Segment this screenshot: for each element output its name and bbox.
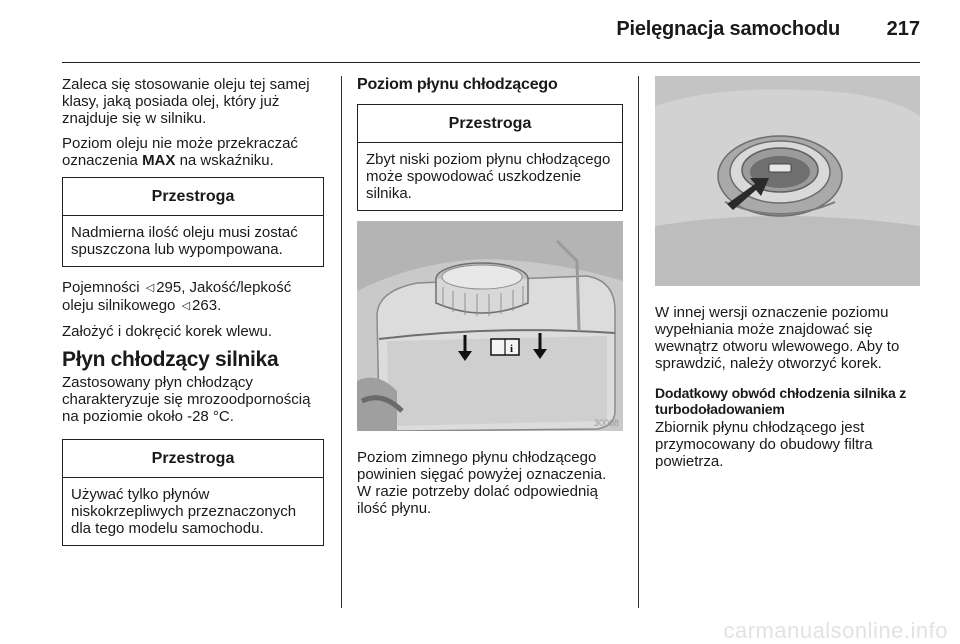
- watermark-text: carmanualsonline.info: [723, 618, 948, 643]
- column-divider: [638, 76, 639, 608]
- svg-text:i: i: [510, 343, 514, 355]
- oil-quality-link[interactable]: 295, Jakość/lepkość oleju silnikowego: [62, 279, 292, 314]
- warning-text: Używać tylko płynów niskokrzepliwych przeznaczonych dla tego modelu samochodu.: [71, 486, 297, 537]
- warning-box-coolant: [357, 104, 623, 211]
- page-number: 217: [886, 18, 920, 40]
- turbo-cooling-paragraph: Zbiornik płynu chłodzącego jest przymocowany do obudowy filtra powietrza.: [655, 419, 873, 470]
- coolant-level-heading: Poziom płynu chłodzącego: [357, 76, 558, 93]
- coolant-paragraph: Zastosowany płyn chłodzący charakteryzuje się mrozoodpornością na poziomie około -28 °C.: [62, 374, 311, 425]
- max-label: MAX: [142, 152, 176, 169]
- filler-neck-caption: W innej wersji oznaczenie poziomu wypełniania może znajdować się wewnątrz otworu wlewowego. Aby to sprawdzić, należy otworzyć korek.: [655, 304, 900, 372]
- turbo-cooling-heading: Dodatkowy obwód chłodzenia silnika z turbodoładowaniem: [655, 385, 907, 417]
- oil-max-paragraph: [62, 135, 324, 169]
- oil-class-paragraph: Zaleca się stosowanie oleju tej samej klasy, jaką posiada olej, który już znajduje się w silniku.: [62, 76, 310, 127]
- cap-paragraph: Założyć i dokręcić korek wlewu.: [62, 323, 273, 340]
- page-ref-icon: ◁: [181, 300, 191, 312]
- warning-text: Zbyt niski poziom płynu chłodzącego może spowodować uszkodzenie silnika.: [366, 151, 611, 202]
- coolant-reservoir-drawing: [357, 221, 623, 431]
- capacity-reference-paragraph: [62, 279, 324, 315]
- image-id: 30008: [593, 418, 619, 428]
- capacity-link[interactable]: Pojemności: [62, 279, 140, 296]
- page-header: [62, 0, 920, 63]
- warning-box-oil: [62, 177, 324, 267]
- column-divider: [341, 76, 342, 608]
- section-title: Pielęgnacja samochodu: [616, 18, 840, 40]
- filler-neck-illustration: [655, 76, 920, 286]
- oil-quality-page: 263.: [192, 297, 222, 314]
- warning-text: Nadmierna ilość oleju musi zostać spuszczona lub wypompowana.: [71, 224, 298, 258]
- warning-title: Przestroga: [63, 440, 323, 478]
- site-watermark: [0, 618, 960, 644]
- warning-box-antifreeze: [62, 439, 324, 546]
- column-middle: [357, 76, 623, 525]
- column-left: [62, 76, 324, 558]
- manual-book-icon: [491, 339, 519, 355]
- warning-title: Przestroga: [63, 178, 323, 216]
- oil-max-text: Poziom oleju nie może przekraczać oznaczenia: [62, 135, 298, 169]
- coolant-heading: Płyn chłodzący silnika: [62, 348, 279, 371]
- filler-neck-drawing: [655, 76, 920, 286]
- coolant-level-caption: Poziom zimnego płynu chłodzącego powinien sięgać powyżej oznaczenia. W razie potrzeby dolać odpowiednią ilość płynu.: [357, 449, 607, 517]
- page-ref-icon: ◁: [145, 282, 155, 294]
- oil-max-text-end: na wskaźniku.: [175, 152, 274, 169]
- warning-title: Przestroga: [358, 105, 622, 143]
- column-right: [655, 76, 920, 478]
- coolant-reservoir-illustration: [357, 221, 623, 431]
